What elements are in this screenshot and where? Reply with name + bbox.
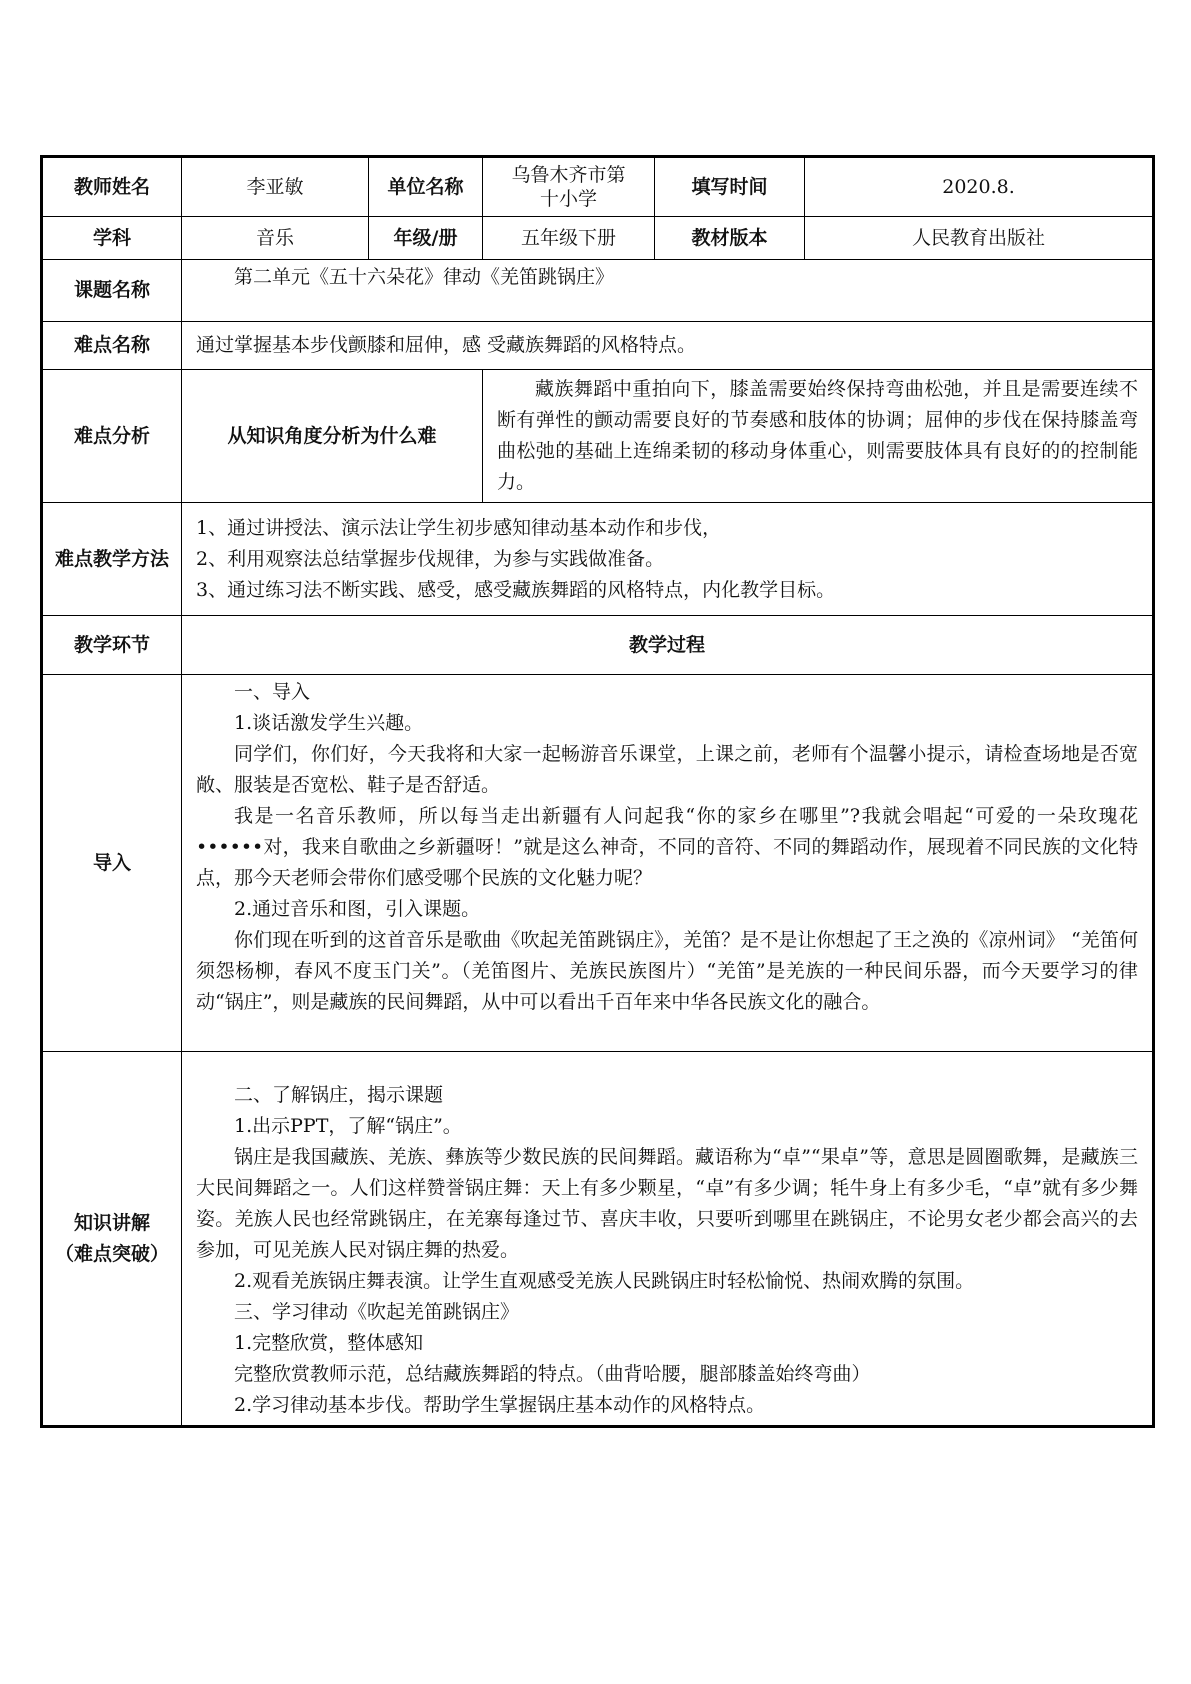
difficulty-row bbox=[42, 322, 1154, 370]
knowledge-heading-3: 三、学习律动《吹起羌笛跳锅庄》 bbox=[234, 1301, 520, 1323]
intro-row bbox=[42, 675, 1154, 1052]
knowledge-heading-2: 二、了解锅庄，揭示课题 bbox=[234, 1084, 444, 1106]
knowledge-row bbox=[42, 1052, 1154, 1427]
header-row-1 bbox=[42, 157, 1154, 217]
knowledge-cell bbox=[182, 1052, 1154, 1427]
subject-value: 音乐 bbox=[182, 217, 369, 260]
methods-cell bbox=[182, 503, 1154, 616]
intro-step-1: 1.谈话激发学生兴趣。 bbox=[234, 712, 424, 734]
analysis-sub-label: 从知识角度分析为什么难 bbox=[182, 370, 483, 503]
edition-label: 教材版本 bbox=[655, 217, 805, 260]
analysis-row bbox=[42, 370, 1154, 503]
intro-label: 导入 bbox=[42, 675, 182, 1052]
methods-label: 难点教学方法 bbox=[42, 503, 182, 616]
difficulty-value: 通过掌握基本步伐颤膝和屈伸，感 受藏族舞蹈的风格特点。 bbox=[182, 322, 1154, 370]
process-header-row bbox=[42, 616, 1154, 675]
analysis-text: 藏族舞蹈中重拍向下，膝盖需要始终保持弯曲松弛，并且是需要连续不断有弹性的颤动需要良好的节奏感和肢体的协调；屈伸的步伐在保持膝盖弯曲松弛的基础上连绵柔韧的移动身体重心，则需要肢体具有良好的的控制能力。 bbox=[497, 378, 1138, 493]
topic-label: 课题名称 bbox=[42, 260, 182, 322]
methods-row bbox=[42, 503, 1154, 616]
knowledge-step-4: 2.学习律动基本步伐。帮助学生掌握锅庄基本动作的风格特点。 bbox=[234, 1394, 766, 1416]
knowledge-step-3: 1.完整欣赏，整体感知 bbox=[234, 1332, 424, 1354]
knowledge-step-1: 1.出示PPT，了解“锅庄”。 bbox=[234, 1115, 462, 1137]
intro-heading: 一、导入 bbox=[234, 681, 311, 703]
knowledge-label: 知识讲解 bbox=[73, 1211, 150, 1234]
subject-label: 学科 bbox=[42, 217, 182, 260]
intro-paragraph-1: 同学们，你们好，今天我将和大家一起畅游音乐课堂，上课之前，老师有个温馨小提示，请检查场地是否宽敞、服装是否宽松、鞋子是否舒适。 bbox=[196, 743, 1138, 796]
intro-paragraph-3: 你们现在听到的这首音乐是歌曲《吹起羌笛跳锅庄》，羌笛？是不是让你想起了王之涣的《凉州词》 “羌笛何须怨杨柳，春风不度玉门关”。（羌笛图片、羌族民族图片）“羌笛”是羌族的一种民间乐器，而今天要学习的律动“锅庄”，则是藏族的民间舞蹈，从中可以看出千百年来中华各民族文化的融合。 bbox=[196, 929, 1138, 1013]
process-label: 教学过程 bbox=[182, 616, 1154, 675]
knowledge-step-2: 2.观看羌族锅庄舞表演。让学生直观感受羌族人民跳锅庄时轻松愉悦、热闹欢腾的氛围。 bbox=[234, 1270, 975, 1292]
knowledge-sub-label: （难点突破） bbox=[54, 1242, 169, 1265]
edition-value: 人民教育出版社 bbox=[805, 217, 1154, 260]
topic-row bbox=[42, 260, 1154, 322]
method-item-2: 2、利用观察法总结掌握步伐规律，为参与实践做准备。 bbox=[196, 547, 665, 570]
knowledge-label-cell bbox=[42, 1052, 182, 1427]
header-row-2 bbox=[42, 217, 1154, 260]
method-item-1: 1、通过讲授法、演示法让学生初步感知律动基本动作和步伐， bbox=[196, 516, 722, 539]
lesson-plan-table bbox=[40, 155, 1155, 1428]
knowledge-paragraph-2: 完整欣赏教师示范，总结藏族舞蹈的特点。（曲背哈腰，腿部膝盖始终弯曲） bbox=[234, 1363, 871, 1385]
knowledge-paragraph-1: 锅庄是我国藏族、羌族、彝族等少数民族的民间舞蹈。藏语称为“卓”“果卓”等，意思是圆圈歌舞，是藏族三大民间舞蹈之一。人们这样赞誉锅庄舞：天上有多少颗星，“卓”有多少调；牦牛身上有多少毛，“卓”就有多少舞姿。羌族人民也经常跳锅庄，在羌寨每逢过节、喜庆丰收，只要听到哪里在跳锅庄，不论男女老少都会高兴的去参加，可见羌族人民对锅庄舞的热爱。 bbox=[196, 1146, 1138, 1261]
analysis-label: 难点分析 bbox=[42, 370, 182, 503]
topic-value: 第二单元《五十六朵花》律动《羌笛跳锅庄》 bbox=[182, 260, 1154, 322]
date-label: 填写时间 bbox=[655, 157, 805, 217]
grade-label: 年级/册 bbox=[369, 217, 483, 260]
teacher-label: 教师姓名 bbox=[42, 157, 182, 217]
unit-name: 乌鲁木齐市第十小学 bbox=[483, 157, 655, 217]
unit-label: 单位名称 bbox=[369, 157, 483, 217]
analysis-text-cell bbox=[483, 370, 1154, 503]
intro-paragraph-2: 我是一名音乐教师，所以每当走出新疆有人问起我“你的家乡在哪里”?我就会唱起“可爱的一朵玫瑰花••••••对，我来自歌曲之乡新疆呀！”就是这么神奇，不同的音符、不同的舞蹈动作，展现着不同民族的文化特点，那今天老师会带你们感受哪个民族的文化魅力呢？ bbox=[196, 805, 1138, 889]
teacher-name: 李亚敏 bbox=[182, 157, 369, 217]
intro-cell bbox=[182, 675, 1154, 1052]
grade-value: 五年级下册 bbox=[483, 217, 655, 260]
stage-label: 教学环节 bbox=[42, 616, 182, 675]
date-value: 2020.8. bbox=[805, 157, 1154, 217]
method-item-3: 3、通过练习法不断实践、感受，感受藏族舞蹈的风格特点，内化教学目标。 bbox=[196, 578, 836, 601]
difficulty-label: 难点名称 bbox=[42, 322, 182, 370]
intro-step-2: 2.通过音乐和图，引入课题。 bbox=[234, 898, 481, 920]
